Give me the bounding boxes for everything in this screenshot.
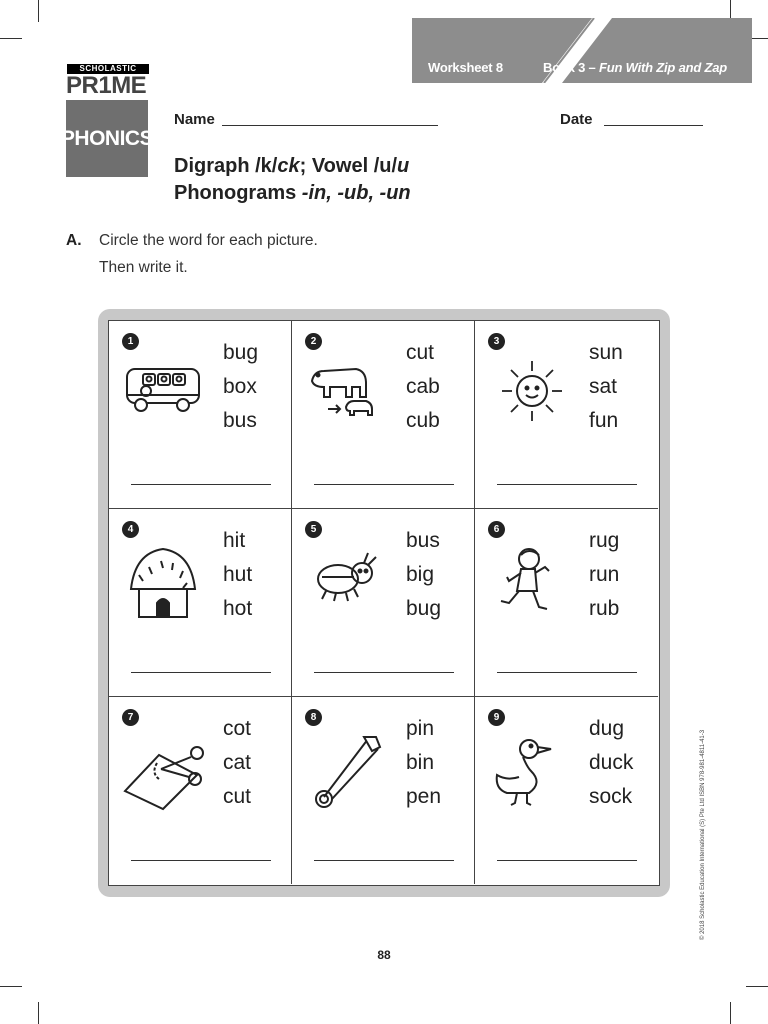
title-line-1: Digraph /k/ck; Vowel /u/u bbox=[174, 155, 410, 177]
answer-line[interactable] bbox=[314, 672, 454, 673]
word-choice[interactable]: run bbox=[589, 563, 620, 586]
crop-mark bbox=[746, 986, 768, 987]
book-title: Fun With Zip and Zap bbox=[599, 60, 728, 75]
exercise-item bbox=[109, 321, 292, 509]
date-field[interactable] bbox=[604, 125, 703, 126]
bus-icon bbox=[121, 357, 211, 437]
word-choice[interactable]: cub bbox=[406, 409, 440, 432]
exercise-item bbox=[475, 509, 658, 697]
book-label bbox=[543, 60, 727, 75]
item-number: 4 bbox=[122, 521, 139, 538]
worksheet-title bbox=[174, 153, 411, 207]
publisher-logo: SCHOLASTIC bbox=[67, 64, 149, 74]
word-choice[interactable]: bug bbox=[406, 597, 442, 620]
word-choice[interactable]: duck bbox=[589, 751, 634, 774]
crop-mark bbox=[730, 1002, 731, 1024]
word-choice[interactable]: dug bbox=[589, 717, 625, 740]
scissors-cutting-paper-icon bbox=[121, 733, 211, 813]
word-choice[interactable]: cab bbox=[406, 375, 440, 398]
book-prefix: Book 3 – bbox=[543, 60, 599, 75]
word-choice[interactable]: rug bbox=[589, 529, 620, 552]
item-number: 1 bbox=[122, 333, 139, 350]
word-choice[interactable]: hut bbox=[223, 563, 253, 586]
word-choice[interactable]: cot bbox=[223, 717, 252, 740]
bug-icon bbox=[304, 545, 394, 625]
word-choice[interactable]: bus bbox=[406, 529, 440, 552]
subject-badge: PHONICS bbox=[66, 100, 148, 177]
answer-line[interactable] bbox=[314, 860, 454, 861]
answer-line[interactable] bbox=[497, 860, 637, 861]
crop-mark bbox=[38, 0, 39, 22]
name-field[interactable] bbox=[222, 125, 438, 126]
word-choice[interactable]: rub bbox=[589, 597, 620, 620]
answer-line[interactable] bbox=[131, 860, 271, 861]
exercise-item bbox=[109, 697, 292, 885]
word-choice[interactable]: hot bbox=[223, 597, 253, 620]
safety-pin-icon bbox=[304, 733, 394, 813]
bear-and-cub-icon bbox=[304, 357, 394, 437]
word-choice[interactable]: pin bbox=[406, 717, 435, 740]
word-choice[interactable]: big bbox=[406, 563, 435, 586]
item-number: 7 bbox=[122, 709, 139, 726]
page-number: 88 bbox=[377, 948, 391, 962]
instructions bbox=[99, 227, 318, 281]
item-number: 2 bbox=[305, 333, 322, 350]
answer-line[interactable] bbox=[314, 484, 454, 485]
item-number: 8 bbox=[305, 709, 322, 726]
worksheet-label: Worksheet 8 bbox=[428, 60, 503, 75]
word-choice[interactable]: bin bbox=[406, 751, 435, 774]
word-choice[interactable]: cut bbox=[406, 341, 435, 364]
exercise-item bbox=[292, 697, 475, 885]
answer-line[interactable] bbox=[131, 484, 271, 485]
instruction-line-2: Then write it. bbox=[99, 259, 188, 276]
word-choice[interactable]: pen bbox=[406, 785, 442, 808]
word-choice[interactable]: sun bbox=[589, 341, 623, 364]
exercise-item bbox=[475, 697, 658, 885]
date-label: Date bbox=[560, 111, 593, 128]
exercise-item bbox=[292, 509, 475, 697]
word-choice[interactable]: hit bbox=[223, 529, 246, 552]
title-line-2: Phonograms -in, -ub, -un bbox=[174, 182, 411, 204]
crop-mark bbox=[0, 38, 22, 39]
exercise-item bbox=[292, 321, 475, 509]
word-choice[interactable]: fun bbox=[589, 409, 619, 432]
answer-line[interactable] bbox=[497, 672, 637, 673]
crop-mark bbox=[38, 1002, 39, 1024]
exercise-items bbox=[109, 321, 659, 885]
answer-line[interactable] bbox=[131, 672, 271, 673]
word-choice[interactable]: bus bbox=[223, 409, 257, 432]
brand-logo: PR1ME bbox=[66, 72, 147, 99]
crop-mark bbox=[0, 986, 22, 987]
word-choice[interactable]: sat bbox=[589, 375, 618, 398]
sun-icon bbox=[487, 357, 577, 437]
duck-icon bbox=[487, 733, 577, 813]
hut-icon bbox=[121, 545, 211, 625]
word-choice[interactable]: bug bbox=[223, 341, 259, 364]
instruction-line-1: Circle the word for each picture. bbox=[99, 232, 318, 249]
copyright-notice: © 2018 Scholastic Education International (S) Pte Ltd ISBN 978-981-4811-41-3 bbox=[700, 729, 706, 940]
item-number: 9 bbox=[488, 709, 505, 726]
word-choice[interactable]: sock bbox=[589, 785, 633, 808]
section-letter: A. bbox=[66, 232, 82, 249]
item-number: 6 bbox=[488, 521, 505, 538]
exercise-item bbox=[109, 509, 292, 697]
word-choice[interactable]: cut bbox=[223, 785, 252, 808]
word-choice[interactable]: box bbox=[223, 375, 257, 398]
answer-line[interactable] bbox=[497, 484, 637, 485]
running-boy-icon bbox=[487, 545, 577, 625]
name-label: Name bbox=[174, 111, 215, 128]
item-number: 5 bbox=[305, 521, 322, 538]
exercise-item bbox=[475, 321, 658, 509]
word-choice[interactable]: cat bbox=[223, 751, 252, 774]
item-number: 3 bbox=[488, 333, 505, 350]
